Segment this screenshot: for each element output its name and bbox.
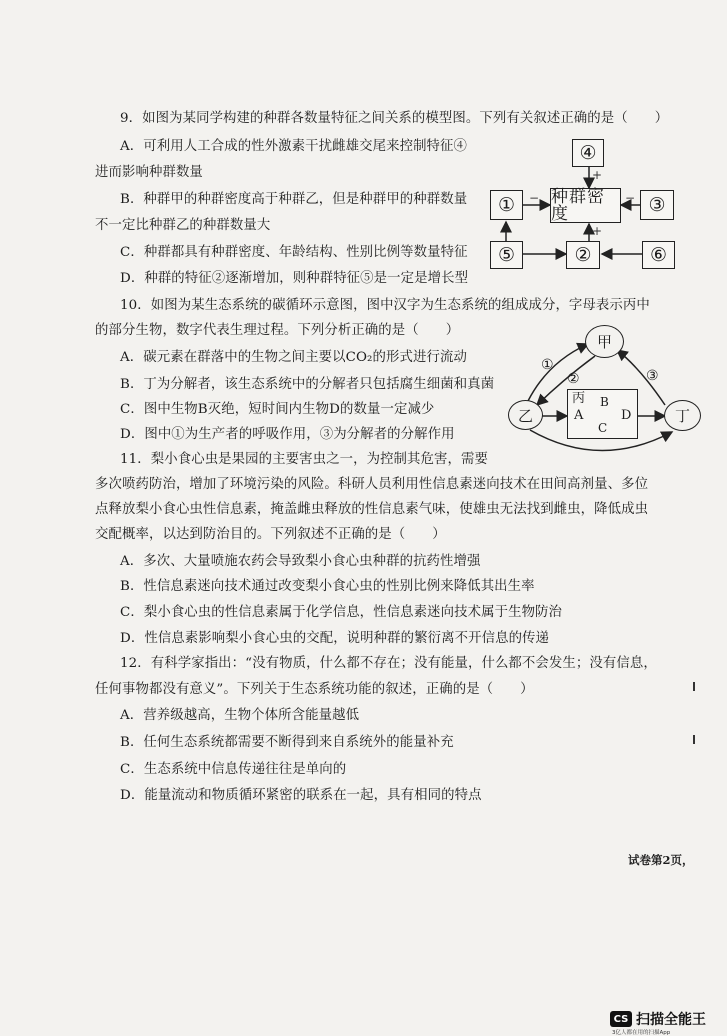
minus-sign-right: −: [625, 191, 636, 205]
camscanner-logo: CS: [610, 1011, 632, 1027]
page-number: 试卷第2页，: [628, 853, 694, 867]
q10-option-c: C．图中生物B灭绝，短时间内生物D的数量一定减少: [120, 402, 435, 417]
q11-option-c: C．梨小食心虫的性信息素属于化学信息，性信息素迷向技术属于生物防治: [120, 605, 563, 620]
q12-option-b: B．任何生态系统都需要不断得到来自系统外的能量补充: [120, 735, 454, 750]
feature-2-box: ②: [566, 241, 600, 269]
component-bing-label: 丙: [572, 391, 586, 406]
scan-edge-mark: [693, 735, 695, 744]
organism-d-label: D: [621, 408, 632, 423]
q9-option-b: B．种群甲的种群密度高于种群乙，但是种群甲的种群数量: [120, 192, 468, 207]
q12-option-d: D．能量流动和物质循环紧密的联系在一起，具有相同的特点: [120, 788, 482, 803]
q11-stem-line4: 交配概率，以达到防治目的。下列叙述不正确的是（ ）: [95, 527, 446, 542]
q9-option-a: A．可利用人工合成的性外激素干扰雌雄交尾来控制特征④: [120, 139, 468, 154]
q11-option-b: B．性信息素迷向技术通过改变梨小食心虫的性别比例来降低其出生率: [120, 579, 535, 594]
q10-option-b: B．丁为分解者，该生态系统中的分解者只包括腐生细菌和真菌: [120, 377, 495, 392]
camscanner-name: 扫描全能王: [636, 1012, 706, 1028]
q9-stem: 9．如图为某同学构建的种群各数量特征之间关系的模型图。下列有关叙述正确的是（ ）: [120, 111, 669, 126]
population-density-box: 种群密度: [550, 188, 621, 223]
q11-stem-line1: 11．梨小食心虫是果园的主要害虫之一，为控制其危害，需要: [120, 452, 488, 467]
q10-option-a: A．碳元素在群落中的生物之间主要以CO₂的形式进行流动: [120, 350, 467, 365]
component-ding-node: 丁: [664, 400, 701, 431]
feature-1-box: ①: [490, 190, 523, 220]
q10-stem-line2: 的部分生物，数字代表生理过程。下列分析正确的是（ ）: [95, 323, 460, 338]
q9-option-a-cont: 进而影响种群数量: [95, 165, 203, 180]
q11-option-d: D．性信息素影响梨小食心虫的交配，说明种群的繁衍离不开信息的传递: [120, 631, 550, 646]
q12-stem-line2: 任何事物都没有意义”。下列关于生态系统功能的叙述，正确的是（ ）: [95, 682, 534, 697]
q11-stem-line3: 点释放梨小食心虫性信息素，掩盖雌虫释放的性信息素气味，使雄虫无法找到雌虫，降低成虫: [95, 502, 649, 517]
feature-5-box: ⑤: [490, 241, 523, 269]
camscanner-tagline: 3亿人都在用的扫描App: [612, 1030, 671, 1036]
q10-option-d: D．图中①为生产者的呼吸作用，③为分解者的分解作用: [120, 427, 455, 442]
plus-sign-top: +: [592, 168, 603, 182]
minus-sign-left: −: [529, 191, 540, 205]
plus-sign-bottom: +: [592, 224, 603, 238]
q12-stem-line1: 12．有科学家指出：“没有物质，什么都不存在；没有能量，什么都不会发生；没有信息，: [120, 656, 657, 671]
process-2-label: ②: [567, 371, 580, 387]
component-yi-node: 乙: [508, 400, 543, 430]
q9-option-b-cont: 不一定比种群乙的种群数量大: [95, 218, 271, 233]
organism-c-label: C: [598, 421, 608, 435]
feature-4-box: ④: [572, 139, 604, 167]
q11-option-a: A．多次、大量喷施农药会导致梨小食心虫种群的抗药性增强: [120, 554, 481, 569]
feature-6-box: ⑥: [642, 241, 675, 269]
q10-stem-line1: 10．如图为某生态系统的碳循环示意图，图中汉字为生态系统的组成成分，字母表示丙中: [120, 298, 650, 313]
q11-stem-line2: 多次喷药防治，增加了环境污染的风险。科研人员利用性信息素迷向技术在田间高剂量、多位: [95, 477, 649, 492]
organism-a-label: A: [574, 408, 584, 423]
process-3-label: ③: [646, 368, 659, 384]
feature-3-box: ③: [640, 190, 674, 220]
organism-b-label: B: [600, 395, 609, 409]
scan-edge-mark: [693, 682, 695, 691]
q12-option-a: A．营养级越高，生物个体所含能量越低: [120, 708, 360, 723]
q9-option-c: C．种群都具有种群密度、年龄结构、性别比例等数量特征: [120, 245, 468, 260]
q12-option-c: C．生态系统中信息传递往往是单向的: [120, 762, 347, 777]
q9-option-d: D．种群的特征②逐渐增加，则种群特征⑤是一定是增长型: [120, 271, 469, 286]
component-jia-node: 甲: [585, 325, 624, 358]
process-1-label: ①: [541, 357, 554, 373]
